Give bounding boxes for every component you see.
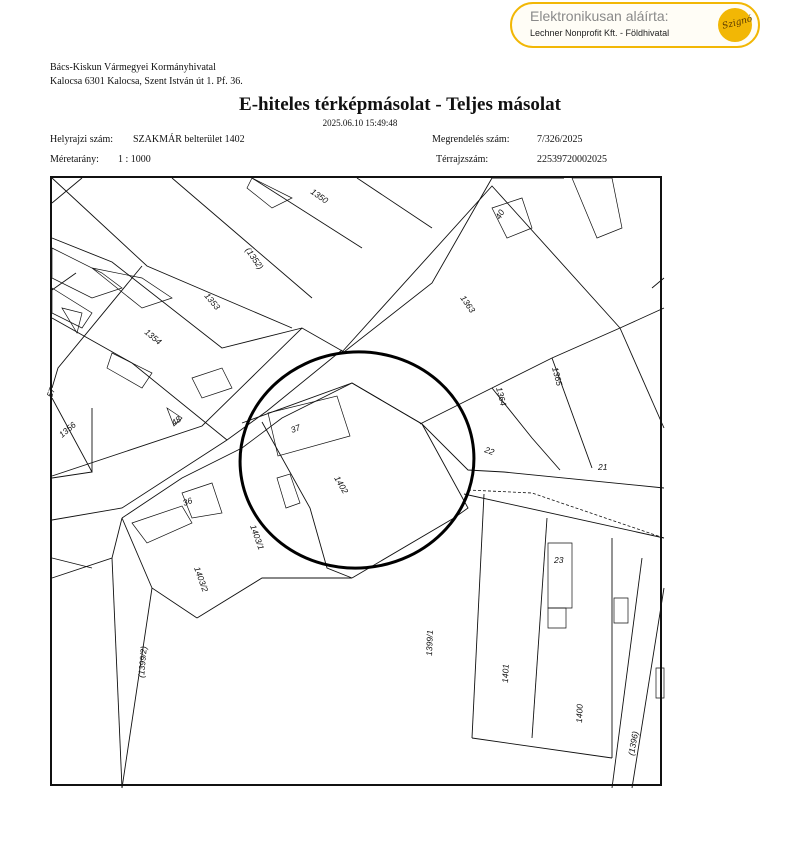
- dashed-boundary: [468, 490, 664, 538]
- label-1354: 1354: [142, 326, 164, 347]
- label-21: 21: [598, 462, 608, 472]
- label-1364: 1364: [494, 385, 509, 407]
- label-1400: 1400: [574, 703, 585, 724]
- label-1403-1: 1403/1: [248, 523, 267, 552]
- label-40: 40: [493, 207, 507, 221]
- map-number-label: Térrajzszám:: [436, 154, 489, 165]
- parcel-value: SZAKMÁR belterület 1402: [133, 134, 245, 145]
- label-1363: 1363: [458, 293, 478, 315]
- order-label: Megrendelés szám:: [432, 134, 510, 145]
- document-timestamp: 2025.06.10 15:49:48: [322, 118, 398, 128]
- label-36: 36: [181, 495, 194, 508]
- label-1396: (1396): [626, 730, 641, 757]
- label-1402: 1402: [332, 474, 351, 496]
- label-22: 22: [483, 444, 496, 458]
- label-1403-2: 1403/2: [192, 565, 211, 594]
- office-name: Bács-Kiskun Vármegyei Kormányhivatal: [50, 62, 216, 73]
- label-48: 48: [169, 414, 183, 428]
- order-value: 7/326/2025: [537, 134, 583, 145]
- document-title: E-hiteles térképmásolat - Teljes másolat: [239, 94, 561, 115]
- label-1399-1: 1399/1: [424, 629, 435, 657]
- highlight-circle: [231, 342, 483, 578]
- label-1365: 1365: [550, 365, 565, 387]
- parcel-boundaries: [52, 178, 664, 788]
- cadastral-map: [44, 176, 662, 786]
- electronic-signature-badge: [510, 2, 760, 48]
- label-1399-2: (1399/2): [136, 645, 149, 679]
- office-address: Kalocsa 6301 Kalocsa, Szent István út 1. Pf. 36.: [50, 76, 243, 87]
- label-37: 37: [289, 422, 302, 435]
- label-1401: 1401: [500, 663, 511, 684]
- buildings: [52, 178, 664, 698]
- map-number-value: 22539720002025: [537, 154, 607, 165]
- label-1350: 1350: [308, 186, 331, 206]
- seal-text: Szignó: [721, 14, 754, 32]
- scale-value: 1 : 1000: [118, 154, 151, 165]
- label-57: 57: [44, 386, 58, 399]
- label-23: 23: [554, 555, 564, 565]
- signature-signer: Lechner Nonprofit Kft. - Földhivatal: [530, 28, 670, 38]
- signature-title: Elektronikusan aláírta:: [530, 8, 669, 24]
- label-1352: (1352): [243, 245, 266, 272]
- label-1356: 1356: [56, 419, 78, 440]
- scale-label: Méretarány:: [50, 154, 99, 165]
- map-drawing: [44, 178, 664, 788]
- parcel-labels: [44, 186, 640, 756]
- label-1353: 1353: [202, 290, 223, 312]
- signature-seal-icon: [718, 8, 752, 42]
- parcel-label: Helyrajzi szám:: [50, 134, 114, 145]
